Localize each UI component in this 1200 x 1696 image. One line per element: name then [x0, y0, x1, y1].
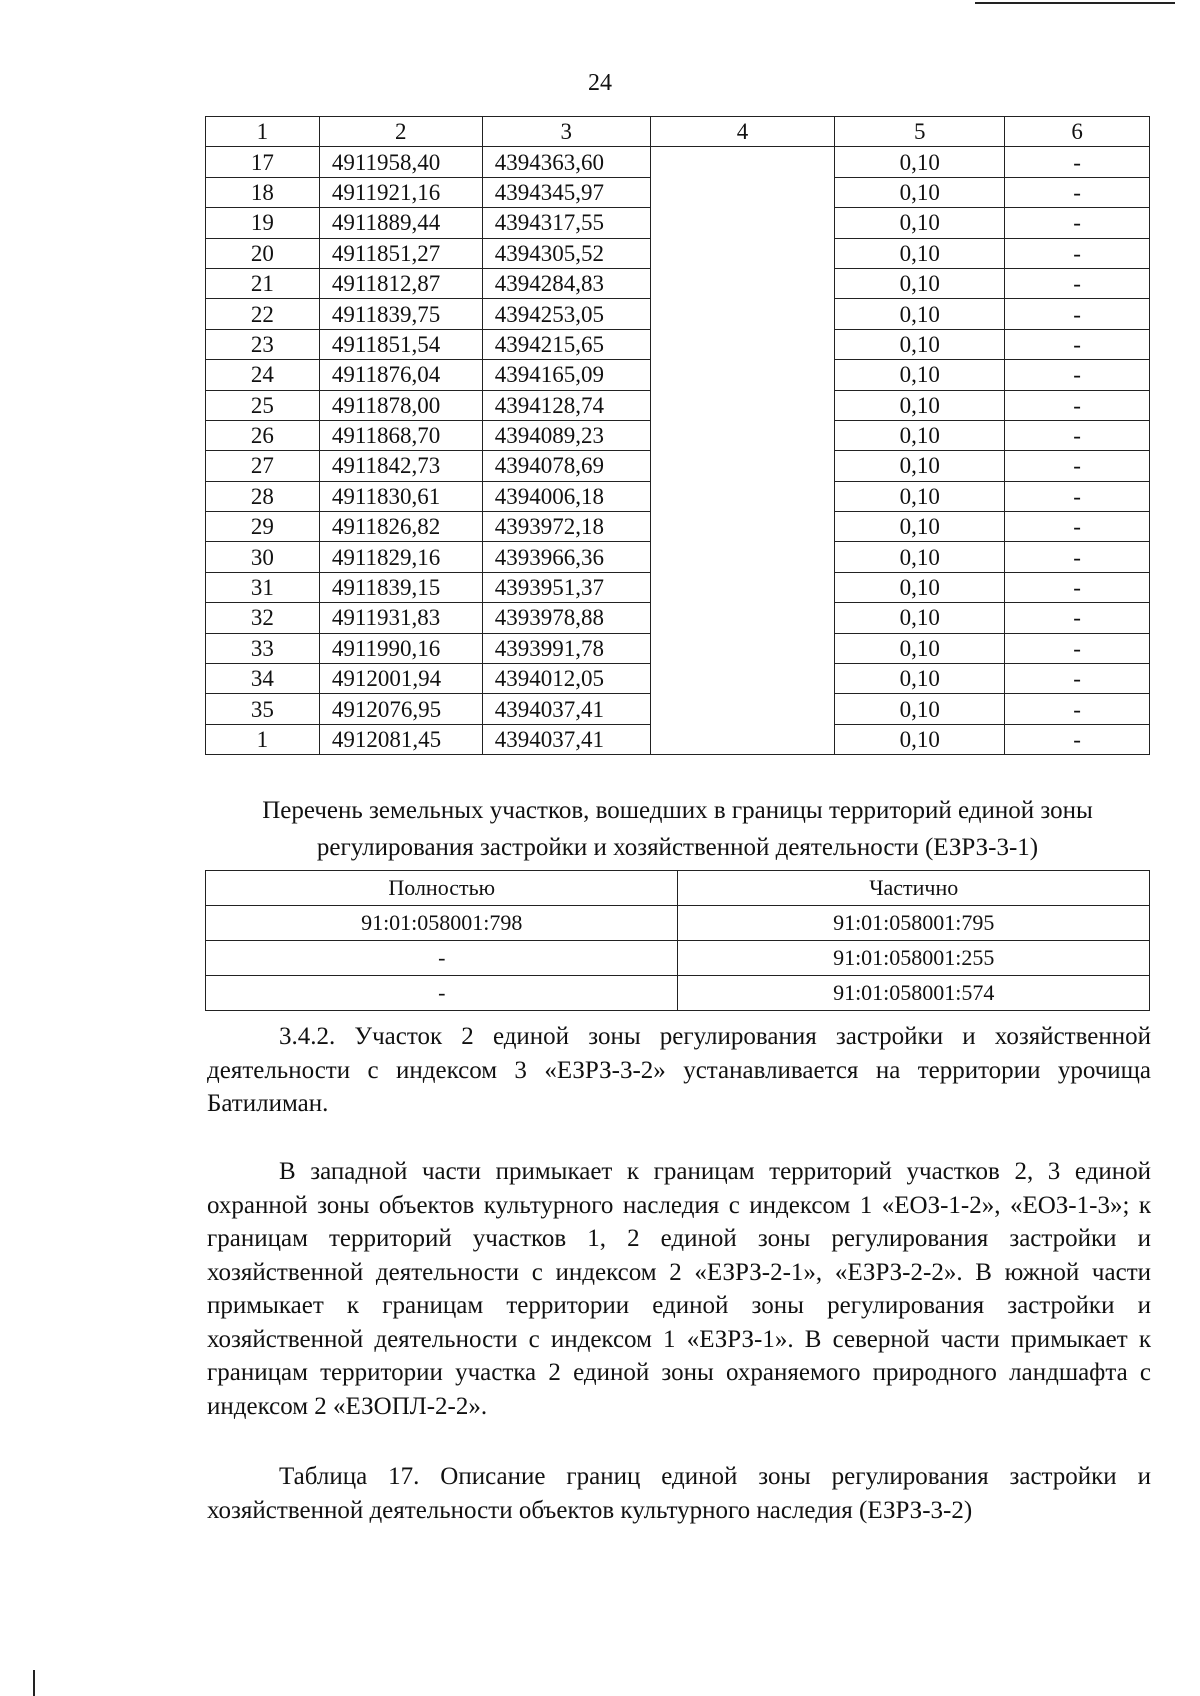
dash-cell: -: [1005, 451, 1150, 481]
dash-cell: -: [1005, 481, 1150, 511]
column-header-partially: Частично: [678, 871, 1150, 906]
point-number-cell: 20: [206, 238, 320, 268]
y-coordinate-cell: 4393978,88: [482, 603, 650, 633]
error-value-cell: 0,10: [835, 208, 1005, 238]
x-coordinate-cell: 4911889,44: [319, 208, 482, 238]
table-row: [206, 147, 1150, 177]
error-value-cell: 0,10: [835, 390, 1005, 420]
x-coordinate-cell: 4911921,16: [319, 177, 482, 207]
x-coordinate-cell: 4911842,73: [319, 451, 482, 481]
y-coordinate-cell: 4394165,09: [482, 360, 650, 390]
paragraph-section-3-4-2: 3.4.2. Участок 2 единой зоны регулирования застройки и хозяйственной деятельности с индексом 3 «ЕЗРЗ-3-2» устанавливается на территории урочища Батилиман.: [207, 1023, 1151, 1117]
coordinates-body: [206, 147, 1150, 755]
point-number-cell: 23: [206, 329, 320, 359]
point-number-cell: 27: [206, 451, 320, 481]
x-coordinate-cell: 4911812,87: [319, 268, 482, 298]
y-coordinate-cell: 4394078,69: [482, 451, 650, 481]
x-coordinate-cell: 4911876,04: [319, 360, 482, 390]
x-coordinate-cell: 4911826,82: [319, 512, 482, 542]
point-number-cell: 17: [206, 147, 320, 177]
error-value-cell: 0,10: [835, 603, 1005, 633]
dash-cell: -: [1005, 420, 1150, 450]
dash-cell: -: [1005, 177, 1150, 207]
y-coordinate-cell: 4394305,52: [482, 238, 650, 268]
parcel-cell: 91:01:058001:798: [206, 906, 678, 941]
coordinates-table: [205, 116, 1150, 755]
point-number-cell: 35: [206, 694, 320, 724]
y-coordinate-cell: 4393966,36: [482, 542, 650, 572]
column-header-fully: Полностью: [206, 871, 678, 906]
parcel-cell: 91:01:058001:574: [678, 976, 1150, 1011]
y-coordinate-cell: 4394089,23: [482, 420, 650, 450]
y-coordinate-cell: 4394284,83: [482, 268, 650, 298]
y-coordinate-cell: 4393972,18: [482, 512, 650, 542]
point-number-cell: 31: [206, 572, 320, 602]
point-number-cell: 24: [206, 360, 320, 390]
parcel-table: [205, 870, 1150, 1011]
point-number-cell: 34: [206, 664, 320, 694]
x-coordinate-cell: 4911931,83: [319, 603, 482, 633]
x-coordinate-cell: 4911851,54: [319, 329, 482, 359]
x-coordinate-cell: 4912081,45: [319, 724, 482, 754]
point-number-cell: 1: [206, 724, 320, 754]
dash-cell: -: [1005, 572, 1150, 602]
y-coordinate-cell: 4394012,05: [482, 664, 650, 694]
dash-cell: -: [1005, 603, 1150, 633]
error-value-cell: 0,10: [835, 633, 1005, 663]
error-value-cell: 0,10: [835, 238, 1005, 268]
error-value-cell: 0,10: [835, 360, 1005, 390]
error-value-cell: 0,10: [835, 481, 1005, 511]
table-row: [206, 976, 1150, 1011]
table-caption: Таблица 17. Описание границ единой зоны регулирования застройки и хозяйственной деятельности объектов культурного наследия (ЕЗРЗ-3-2): [207, 1463, 1151, 1524]
x-coordinate-cell: 4912076,95: [319, 694, 482, 724]
y-coordinate-cell: 4393951,37: [482, 572, 650, 602]
parcel-cell: 91:01:058001:795: [678, 906, 1150, 941]
error-value-cell: 0,10: [835, 147, 1005, 177]
y-coordinate-cell: 4394253,05: [482, 299, 650, 329]
error-value-cell: 0,10: [835, 512, 1005, 542]
coordinates-header-row: [206, 117, 1150, 147]
point-number-cell: 25: [206, 390, 320, 420]
x-coordinate-cell: 4911839,15: [319, 572, 482, 602]
column-header: 6: [1005, 117, 1150, 147]
y-coordinate-cell: 4394317,55: [482, 208, 650, 238]
y-coordinate-cell: 4394006,18: [482, 481, 650, 511]
x-coordinate-cell: 4911851,27: [319, 238, 482, 268]
point-number-cell: 30: [206, 542, 320, 572]
dash-cell: -: [1005, 299, 1150, 329]
x-coordinate-cell: 4911868,70: [319, 420, 482, 450]
point-number-cell: 33: [206, 633, 320, 663]
dash-cell: -: [1005, 268, 1150, 298]
error-value-cell: 0,10: [835, 664, 1005, 694]
dash-cell: -: [1005, 664, 1150, 694]
point-number-cell: 18: [206, 177, 320, 207]
x-coordinate-cell: 4911830,61: [319, 481, 482, 511]
dash-cell: -: [1005, 360, 1150, 390]
paragraph-boundaries: В западной части примыкает к границам территорий участков 2, 3 единой охранной зоны объектов культурного наследия с индексом 1 «ЕОЗ-1-2», «ЕОЗ-1-3»; к границам территорий участков 1, 2 единой зоны регулирования застройки и хозяйственной деятельности с индексом 2 «ЕЗРЗ-2-1», «ЕЗРЗ-2-2». В южной части примыкает к границам территории единой зоны регулирования застройки и хозяйственной деятельности с индексом 1 «ЕЗРЗ-1». В северной части примыкает к границам территории участка 2 единой зоны охраняемого природного ландшафта с индексом 2 «ЕЗОПЛ-2-2».: [207, 1158, 1151, 1420]
error-value-cell: 0,10: [835, 177, 1005, 207]
column-header: 3: [482, 117, 650, 147]
merged-empty-cell: [650, 147, 835, 755]
dash-cell: -: [1005, 147, 1150, 177]
parcel-cell: -: [206, 941, 678, 976]
dash-cell: -: [1005, 329, 1150, 359]
point-number-cell: 26: [206, 420, 320, 450]
top-rule: [975, 2, 1175, 4]
dash-cell: -: [1005, 633, 1150, 663]
x-coordinate-cell: 4911990,16: [319, 633, 482, 663]
y-coordinate-cell: 4394128,74: [482, 390, 650, 420]
x-coordinate-cell: 4911958,40: [319, 147, 482, 177]
y-coordinate-cell: 4393991,78: [482, 633, 650, 663]
point-number-cell: 22: [206, 299, 320, 329]
page-number: 24: [588, 70, 612, 96]
dash-cell: -: [1005, 512, 1150, 542]
point-number-cell: 21: [206, 268, 320, 298]
parcel-cell: 91:01:058001:255: [678, 941, 1150, 976]
error-value-cell: 0,10: [835, 451, 1005, 481]
column-header: 1: [206, 117, 320, 147]
column-header: 5: [835, 117, 1005, 147]
dash-cell: -: [1005, 724, 1150, 754]
x-coordinate-cell: 4912001,94: [319, 664, 482, 694]
scan-margin-mark: [33, 1670, 35, 1696]
column-header: 2: [319, 117, 482, 147]
dash-cell: -: [1005, 694, 1150, 724]
error-value-cell: 0,10: [835, 329, 1005, 359]
error-value-cell: 0,10: [835, 299, 1005, 329]
dash-cell: -: [1005, 238, 1150, 268]
dash-cell: -: [1005, 390, 1150, 420]
dash-cell: -: [1005, 542, 1150, 572]
x-coordinate-cell: 4911839,75: [319, 299, 482, 329]
y-coordinate-cell: 4394037,41: [482, 724, 650, 754]
x-coordinate-cell: 4911829,16: [319, 542, 482, 572]
error-value-cell: 0,10: [835, 572, 1005, 602]
point-number-cell: 28: [206, 481, 320, 511]
y-coordinate-cell: 4394363,60: [482, 147, 650, 177]
y-coordinate-cell: 4394215,65: [482, 329, 650, 359]
parcel-cell: -: [206, 976, 678, 1011]
y-coordinate-cell: 4394345,97: [482, 177, 650, 207]
parcel-header-row: [206, 871, 1150, 906]
error-value-cell: 0,10: [835, 542, 1005, 572]
table-row: [206, 941, 1150, 976]
point-number-cell: 32: [206, 603, 320, 633]
point-number-cell: 29: [206, 512, 320, 542]
dash-cell: -: [1005, 208, 1150, 238]
error-value-cell: 0,10: [835, 694, 1005, 724]
error-value-cell: 0,10: [835, 268, 1005, 298]
table-row: [206, 906, 1150, 941]
parcel-list-heading: Перечень земельных участков, вошедших в границы территорий единой зоны регулирования застройки и хозяйственной деятельности (ЕЗРЗ-3-1): [262, 797, 1093, 861]
error-value-cell: 0,10: [835, 420, 1005, 450]
point-number-cell: 19: [206, 208, 320, 238]
column-header: 4: [650, 117, 835, 147]
x-coordinate-cell: 4911878,00: [319, 390, 482, 420]
error-value-cell: 0,10: [835, 724, 1005, 754]
y-coordinate-cell: 4394037,41: [482, 694, 650, 724]
